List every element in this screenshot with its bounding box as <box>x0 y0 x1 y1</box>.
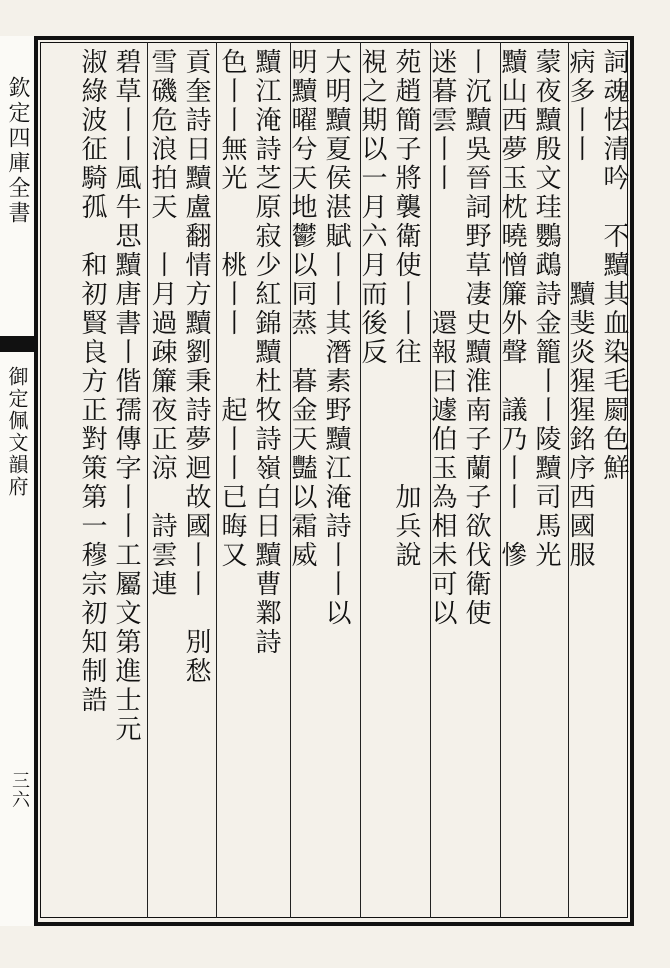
text-column: 明黷曜兮天地鬱以同蒸 暮金天豔以霜威 <box>287 48 317 570</box>
book-spine <box>0 36 35 926</box>
text-column: 貢奎詩日黷盧翻情方黷劉秉詩夢迴故國丨丨 別愁 <box>181 48 211 686</box>
text-column: 蒙夜黷殷文珪鸚鵡詩金籠丨丨陵黷司馬光 <box>531 48 561 570</box>
text-column: 淑綠波征騎孤 和初賢良方正對策第一穆宗初知制誥 <box>77 48 107 715</box>
spine-black-block <box>0 336 34 352</box>
text-column: 丨沉黷吳晉詞野草凄史黷淮南子蘭子欲伐衛使 <box>461 48 491 628</box>
text-column: 大明黷夏侯湛賦丨丨其潛素野黷江淹詩丨丨以 <box>321 48 351 628</box>
text-column: 詞魂怯清吟 不黷其血染毛罽色鮮 <box>599 48 629 483</box>
text-column: 苑趙簡子將襲衛使丨丨往 加兵說 <box>391 48 421 570</box>
text-column: 迷暮雲丨丨 還報曰遽伯玉為相未可以 <box>427 48 457 628</box>
text-column: 碧草丨丨風牛思黷唐書丨偕孺傳字丨丨工屬文第進士元 <box>111 48 141 744</box>
text-column: 病多丨丨 黷斐炎猩猩銘序西國服 <box>565 48 595 570</box>
text-column: 黷山西夢玉枕曉憎簾外聲 議乃丨丨 慘 <box>497 48 527 570</box>
spine-title: 欽定四庫全書 <box>5 76 30 226</box>
text-column: 視之期以一月六月而後反 <box>357 48 387 367</box>
spine-subtitle: 御定佩文韻府 <box>5 366 29 498</box>
text-column: 色丨丨無光 桃丨丨 起丨丨已晦又 <box>217 48 247 570</box>
page-number: 三六 <box>9 771 30 809</box>
text-column: 雪磯危浪拍天 丨月過疎簾夜正涼 詩雲連 <box>147 48 177 599</box>
text-column: 黷江淹詩芝原寂少紅錦黷杜牧詩嶺白日黷曹鄴詩 <box>251 48 281 657</box>
